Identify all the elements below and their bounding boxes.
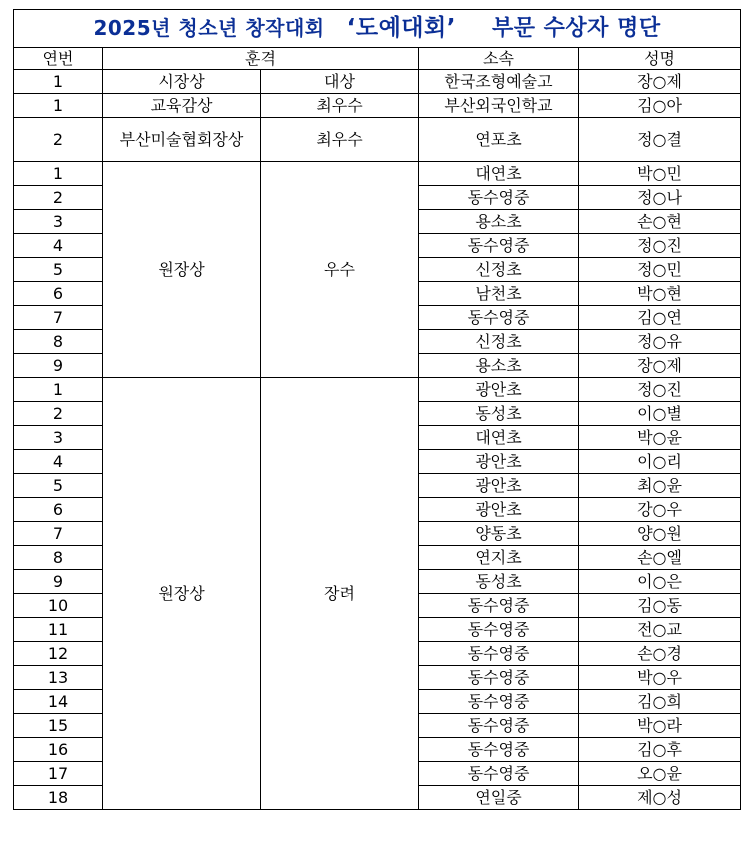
row-number: 8 — [14, 546, 103, 570]
winner-name: 장○제 — [579, 70, 741, 94]
affiliation: 광안초 — [419, 378, 579, 402]
affiliation: 광안초 — [419, 498, 579, 522]
award-title: 시장상 — [103, 70, 261, 94]
award-table — [13, 9, 741, 810]
winner-name: 박○윤 — [579, 426, 741, 450]
affiliation: 광안초 — [419, 474, 579, 498]
row-number: 2 — [14, 186, 103, 210]
winner-name: 강○우 — [579, 498, 741, 522]
winner-name: 김○연 — [579, 306, 741, 330]
winner-name: 박○우 — [579, 666, 741, 690]
header-name: 성명 — [579, 48, 741, 70]
row-number: 6 — [14, 498, 103, 522]
row-number: 15 — [14, 714, 103, 738]
winner-name: 박○민 — [579, 162, 741, 186]
winner-name: 정○유 — [579, 330, 741, 354]
page-title — [14, 10, 741, 48]
affiliation: 동수영중 — [419, 594, 579, 618]
winner-name: 최○윤 — [579, 474, 741, 498]
row-number: 7 — [14, 306, 103, 330]
winner-name: 김○아 — [579, 94, 741, 118]
winner-name: 정○나 — [579, 186, 741, 210]
affiliation: 동성초 — [419, 402, 579, 426]
award-title: 교육감상 — [103, 94, 261, 118]
affiliation: 신정초 — [419, 330, 579, 354]
row-number: 4 — [14, 450, 103, 474]
winner-name: 오○윤 — [579, 762, 741, 786]
affiliation: 용소초 — [419, 210, 579, 234]
winner-name: 김○동 — [579, 594, 741, 618]
header-no: 연번 — [14, 48, 103, 70]
header-affiliation: 소속 — [419, 48, 579, 70]
row-number: 1 — [14, 162, 103, 186]
row-number: 17 — [14, 762, 103, 786]
winner-name: 제○성 — [579, 786, 741, 810]
affiliation: 한국조형예술고 — [419, 70, 579, 94]
affiliation: 대연초 — [419, 162, 579, 186]
affiliation: 동성초 — [419, 570, 579, 594]
affiliation: 동수영중 — [419, 762, 579, 786]
row-number: 1 — [14, 378, 103, 402]
row-number: 11 — [14, 618, 103, 642]
affiliation: 동수영중 — [419, 666, 579, 690]
award-grade: 대상 — [261, 70, 419, 94]
row-number: 8 — [14, 330, 103, 354]
affiliation: 동수영중 — [419, 714, 579, 738]
row-number: 1 — [14, 94, 103, 118]
winner-name: 이○은 — [579, 570, 741, 594]
row-number: 16 — [14, 738, 103, 762]
award-title: 부산미술협회장상 — [103, 118, 261, 162]
row-number: 18 — [14, 786, 103, 810]
row-number: 10 — [14, 594, 103, 618]
row-number: 9 — [14, 570, 103, 594]
row-number: 2 — [14, 118, 103, 162]
winner-name: 김○후 — [579, 738, 741, 762]
award-grade: 최우수 — [261, 94, 419, 118]
winner-name: 정○민 — [579, 258, 741, 282]
affiliation: 동수영중 — [419, 186, 579, 210]
affiliation: 남천초 — [419, 282, 579, 306]
affiliation: 신정초 — [419, 258, 579, 282]
winner-name: 박○현 — [579, 282, 741, 306]
affiliation: 용소초 — [419, 354, 579, 378]
row-number: 14 — [14, 690, 103, 714]
winner-name: 손○엘 — [579, 546, 741, 570]
row-number: 5 — [14, 474, 103, 498]
row-number: 4 — [14, 234, 103, 258]
affiliation: 동수영중 — [419, 690, 579, 714]
winner-name: 김○희 — [579, 690, 741, 714]
award-grade: 최우수 — [261, 118, 419, 162]
excellence-award-grade: 우수 — [261, 162, 419, 378]
affiliation: 연지초 — [419, 546, 579, 570]
winner-name: 손○현 — [579, 210, 741, 234]
row-number: 1 — [14, 70, 103, 94]
winner-name: 이○리 — [579, 450, 741, 474]
winner-name: 이○별 — [579, 402, 741, 426]
affiliation: 동수영중 — [419, 642, 579, 666]
table-row — [14, 118, 741, 162]
title-main: 2025년 청소년 창작대회 — [93, 16, 325, 40]
affiliation: 동수영중 — [419, 738, 579, 762]
affiliation: 연포초 — [419, 118, 579, 162]
table-row — [14, 70, 741, 94]
header-row — [14, 48, 741, 70]
header-award: 훈격 — [103, 48, 419, 70]
encouragement-award-title: 원장상 — [103, 378, 261, 810]
row-number: 7 — [14, 522, 103, 546]
row-number: 13 — [14, 666, 103, 690]
winner-name: 손○경 — [579, 642, 741, 666]
award-table-body — [14, 10, 741, 810]
winner-name: 전○교 — [579, 618, 741, 642]
winner-name: 정○결 — [579, 118, 741, 162]
row-number: 6 — [14, 282, 103, 306]
table-row — [14, 378, 741, 402]
winner-name: 박○라 — [579, 714, 741, 738]
winner-name: 양○원 — [579, 522, 741, 546]
row-number: 9 — [14, 354, 103, 378]
affiliation: 동수영중 — [419, 306, 579, 330]
winner-name: 장○제 — [579, 354, 741, 378]
affiliation: 양동초 — [419, 522, 579, 546]
excellence-award-title: 원장상 — [103, 162, 261, 378]
winner-name: 정○진 — [579, 378, 741, 402]
title-row — [14, 10, 741, 48]
affiliation: 광안초 — [419, 450, 579, 474]
title-rest: 부문 수상자 명단 — [491, 16, 661, 41]
encouragement-award-grade: 장려 — [261, 378, 419, 810]
row-number: 12 — [14, 642, 103, 666]
affiliation: 연일중 — [419, 786, 579, 810]
affiliation: 동수영중 — [419, 234, 579, 258]
affiliation: 대연초 — [419, 426, 579, 450]
award-list-document — [13, 9, 740, 810]
affiliation: 동수영중 — [419, 618, 579, 642]
winner-name: 정○진 — [579, 234, 741, 258]
affiliation: 부산외국인학교 — [419, 94, 579, 118]
title-highlight: ‘도예대회’ — [346, 15, 456, 41]
row-number: 3 — [14, 210, 103, 234]
table-row — [14, 94, 741, 118]
row-number: 2 — [14, 402, 103, 426]
row-number: 3 — [14, 426, 103, 450]
table-row — [14, 162, 741, 186]
row-number: 5 — [14, 258, 103, 282]
